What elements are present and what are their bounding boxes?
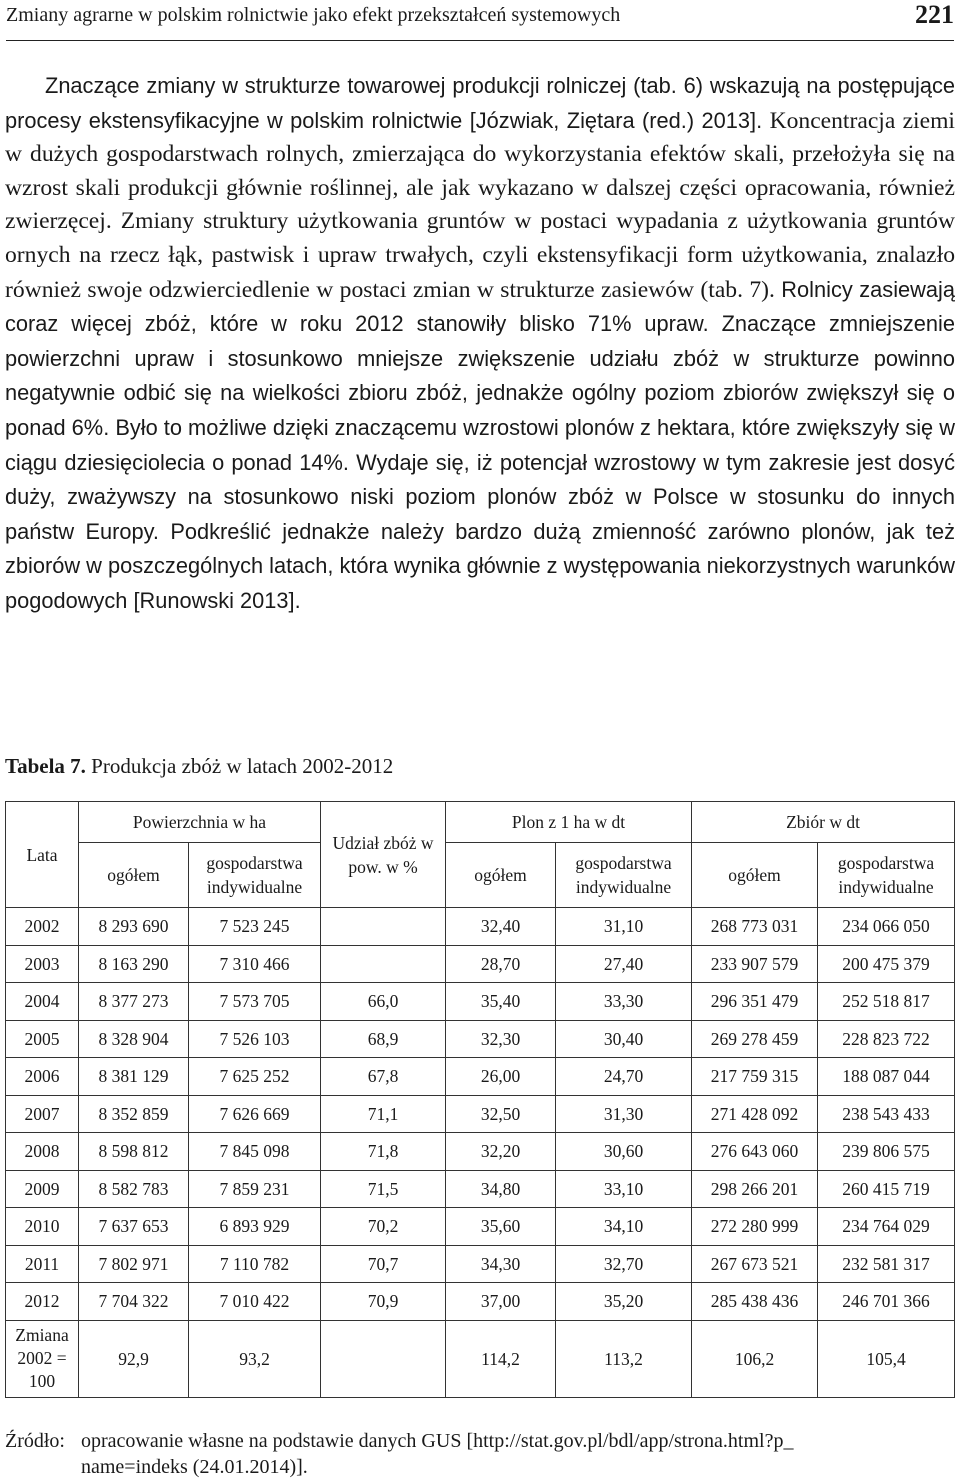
table-cell: [321, 1320, 446, 1397]
table-cell: 32,20: [446, 1133, 556, 1171]
change-label: Zmiana 2002 = 100: [6, 1320, 79, 1397]
table-cell: 92,9: [79, 1320, 189, 1397]
table-row: [6, 1020, 955, 1058]
table-cell: 8 328 904: [79, 1020, 189, 1058]
table-cell: 71,1: [321, 1095, 446, 1133]
table-cell: 35,60: [446, 1208, 556, 1246]
table-row: [6, 1283, 955, 1321]
source-text-1: opracowanie własne na podstawie danych GUS [http://stat.gov.pl/bdl/app/strona.html?p_: [81, 1430, 794, 1452]
table-cell: 246 701 366: [818, 1283, 955, 1321]
table-cell: 232 581 317: [818, 1245, 955, 1283]
table-row-change: [6, 1320, 955, 1397]
header-zbior: Zbiór w dt: [692, 802, 955, 843]
table-cell: 2012: [6, 1283, 79, 1321]
table-cell: 268 773 031: [692, 908, 818, 946]
table-cell: 7 802 971: [79, 1245, 189, 1283]
header-pow-gosp: gospodarstwa indywidualne: [189, 843, 321, 908]
header-pow-ogolem: ogółem: [79, 843, 189, 908]
body-sentence-3: Rolnicy zasiewają coraz więcej zbóż, które w roku 2012 stanowiły blisko 71% upraw. Znaczące zmniejszenie powierzchni upraw i stosunkowo mniejsze zwiększenie udziału zbóż w strukturze powinno negatywnie odbić się na wielkości zbioru zbóż, jednakże ogólny poziom zbiorów zwiększył się o ponad 6%. Było to możliwe dzięki znaczącemu wzrostowi plonów z hektara, które zwiększyły się w ciągu dziesięciolecia o ponad 14%. Wydaje się, iż potencjał wzrostowy w tym zakresie jest dosyć duży, zważywszy na stosunkowo niski poziom plonów zbóż w Polsce w stosunku do innych państw Europy. Podkreślić jednakże należy bardzo dużą zmienność zarówno plonów, jak też zbiorów w poszczególnych latach, która wynika głównie z występowania niekorzystnych warunków pogodowych [Runowski 2013].: [5, 276, 955, 613]
header-plon-ogolem: ogółem: [446, 843, 556, 908]
table-cell: 34,80: [446, 1170, 556, 1208]
table-row: [6, 1170, 955, 1208]
table-cell: 7 625 252: [189, 1058, 321, 1096]
table-cell: 200 475 379: [818, 945, 955, 983]
table-cell: 2008: [6, 1133, 79, 1171]
table-cell: 105,4: [818, 1320, 955, 1397]
table-cell: 106,2: [692, 1320, 818, 1397]
source-text-2: name=indeks (24.01.2014)].: [81, 1456, 308, 1478]
table-cell: 32,30: [446, 1020, 556, 1058]
header-plon-gosp: gospodarstwa indywidualne: [556, 843, 692, 908]
header-powierzchnia: Powierzchnia w ha: [79, 802, 321, 843]
table-cell: [321, 908, 446, 946]
table-cell: 28,70: [446, 945, 556, 983]
table-cell: 30,40: [556, 1020, 692, 1058]
table-cell: 276 643 060: [692, 1133, 818, 1171]
header-zbior-ogolem: ogółem: [692, 843, 818, 908]
table-cell: 188 087 044: [818, 1058, 955, 1096]
table-cell: 66,0: [321, 983, 446, 1021]
table-cell: 260 415 719: [818, 1170, 955, 1208]
table-cell: 7 637 653: [79, 1208, 189, 1246]
table-cell: 217 759 315: [692, 1058, 818, 1096]
table-row: [6, 945, 955, 983]
table-cell: 267 673 521: [692, 1245, 818, 1283]
table-cell: 93,2: [189, 1320, 321, 1397]
table-cell: 34,30: [446, 1245, 556, 1283]
table-cell: 252 518 817: [818, 983, 955, 1021]
table-cell: 285 438 436: [692, 1283, 818, 1321]
table-cell: 26,00: [446, 1058, 556, 1096]
header-udzial: Udział zbóż w pow. w %: [321, 802, 446, 908]
table-cell: 32,50: [446, 1095, 556, 1133]
table-cell: 239 806 575: [818, 1133, 955, 1171]
table-cell: 68,9: [321, 1020, 446, 1058]
table-cell: 32,40: [446, 908, 556, 946]
table-cell: 67,8: [321, 1058, 446, 1096]
table-cell: 71,5: [321, 1170, 446, 1208]
table-caption-text: Produkcja zbóż w latach 2002-2012: [85, 754, 394, 778]
table-cell: 272 280 999: [692, 1208, 818, 1246]
table-row: [6, 1058, 955, 1096]
table-cell: 7 573 705: [189, 983, 321, 1021]
table-cell: 7 859 231: [189, 1170, 321, 1208]
body-sentence-2: Koncentracja ziemi w dużych gospodarstwach rolnych, zmierzająca do wykorzystania efektów skali, przełożyła się na wzrost skali produkcji głównie roślinnej, ale jak wykazano w dalszej części opracowania, również zwierzęcej. Zmiany struktury użytkowania gruntów w postaci wypadania z użytkowania gruntów ornych na rzecz łąk, pastwisk i upraw trwałych, czyli ekstensyfikacji form użytkowania, znalazło również swoje odzwierciedlenie w postaci zmian w strukturze zasiewów (tab. 7).: [5, 107, 955, 303]
table-cell: 35,40: [446, 983, 556, 1021]
source-note: [5, 1428, 955, 1480]
table-cell: 33,30: [556, 983, 692, 1021]
table-cell: 2003: [6, 945, 79, 983]
table-cell: 234 764 029: [818, 1208, 955, 1246]
table-cell: 2009: [6, 1170, 79, 1208]
table-cell: 8 377 273: [79, 983, 189, 1021]
table-cell: 238 543 433: [818, 1095, 955, 1133]
table-caption-label: Tabela 7.: [5, 754, 86, 778]
table-cell: 228 823 722: [818, 1020, 955, 1058]
table-cell: 31,10: [556, 908, 692, 946]
table-cell: 7 626 669: [189, 1095, 321, 1133]
table-cell: 7 110 782: [189, 1245, 321, 1283]
table-cell: 2004: [6, 983, 79, 1021]
table-cell: 8 381 129: [79, 1058, 189, 1096]
table-cell: 8 352 859: [79, 1095, 189, 1133]
table-row: [6, 1245, 955, 1283]
table-cell: 35,20: [556, 1283, 692, 1321]
table-cell: 269 278 459: [692, 1020, 818, 1058]
table-cell: 8 293 690: [79, 908, 189, 946]
table-cell: 271 428 092: [692, 1095, 818, 1133]
table-cell: 70,2: [321, 1208, 446, 1246]
table-cell: 6 893 929: [189, 1208, 321, 1246]
table-cell: 27,40: [556, 945, 692, 983]
table-cell: 8 163 290: [79, 945, 189, 983]
table-cell: 8 598 812: [79, 1133, 189, 1171]
table-cell: 31,30: [556, 1095, 692, 1133]
table-cell: 2011: [6, 1245, 79, 1283]
table-row: [6, 983, 955, 1021]
page-header: [6, 0, 954, 41]
table-cell: 234 066 050: [818, 908, 955, 946]
source-label: Źródło:: [5, 1430, 65, 1452]
table-cell: 7 526 103: [189, 1020, 321, 1058]
table-cell: 32,70: [556, 1245, 692, 1283]
table-cell: 2005: [6, 1020, 79, 1058]
table-cell: 71,8: [321, 1133, 446, 1171]
table-cell: 7 310 466: [189, 945, 321, 983]
table-cell: 7 010 422: [189, 1283, 321, 1321]
table-cell: 2007: [6, 1095, 79, 1133]
table-caption: [5, 754, 393, 779]
table-cell: 296 351 479: [692, 983, 818, 1021]
header-zbior-gosp: gospodarstwa indywidualne: [818, 843, 955, 908]
table-cell: 113,2: [556, 1320, 692, 1397]
grain-production-table: [5, 801, 955, 1398]
table-cell: 70,9: [321, 1283, 446, 1321]
table-row: [6, 908, 955, 946]
table-cell: 8 582 783: [79, 1170, 189, 1208]
table-cell: 37,00: [446, 1283, 556, 1321]
table-cell: 2006: [6, 1058, 79, 1096]
table-cell: 7 523 245: [189, 908, 321, 946]
table-cell: 114,2: [446, 1320, 556, 1397]
table-cell: [321, 945, 446, 983]
page-number: 221: [915, 0, 954, 29]
body-paragraph: [5, 69, 955, 619]
table-cell: 7 845 098: [189, 1133, 321, 1171]
table-cell: 33,10: [556, 1170, 692, 1208]
table-cell: 30,60: [556, 1133, 692, 1171]
table-cell: 34,10: [556, 1208, 692, 1246]
table-cell: 7 704 322: [79, 1283, 189, 1321]
table-cell: 2010: [6, 1208, 79, 1246]
table-cell: 24,70: [556, 1058, 692, 1096]
table-cell: 298 266 201: [692, 1170, 818, 1208]
table-row: [6, 1133, 955, 1171]
table-row: [6, 1208, 955, 1246]
running-title: Zmiany agrarne w polskim rolnictwie jako efekt przekształceń systemowych: [6, 4, 621, 26]
table-cell: 70,7: [321, 1245, 446, 1283]
body-sentence-1: Znaczące zmiany w strukturze towarowej produkcji rolniczej (tab. 6) wskazują na postępujące procesy ekstensyfikacyjne w polskim rolnictwie [Józwiak, Ziętara (red.) 2013].: [5, 73, 955, 133]
header-plon: Plon z 1 ha w dt: [446, 802, 692, 843]
header-lata: Lata: [6, 802, 79, 908]
table-cell: 233 907 579: [692, 945, 818, 983]
table-row: [6, 1095, 955, 1133]
table-cell: 2002: [6, 908, 79, 946]
table-body: [6, 908, 955, 1398]
